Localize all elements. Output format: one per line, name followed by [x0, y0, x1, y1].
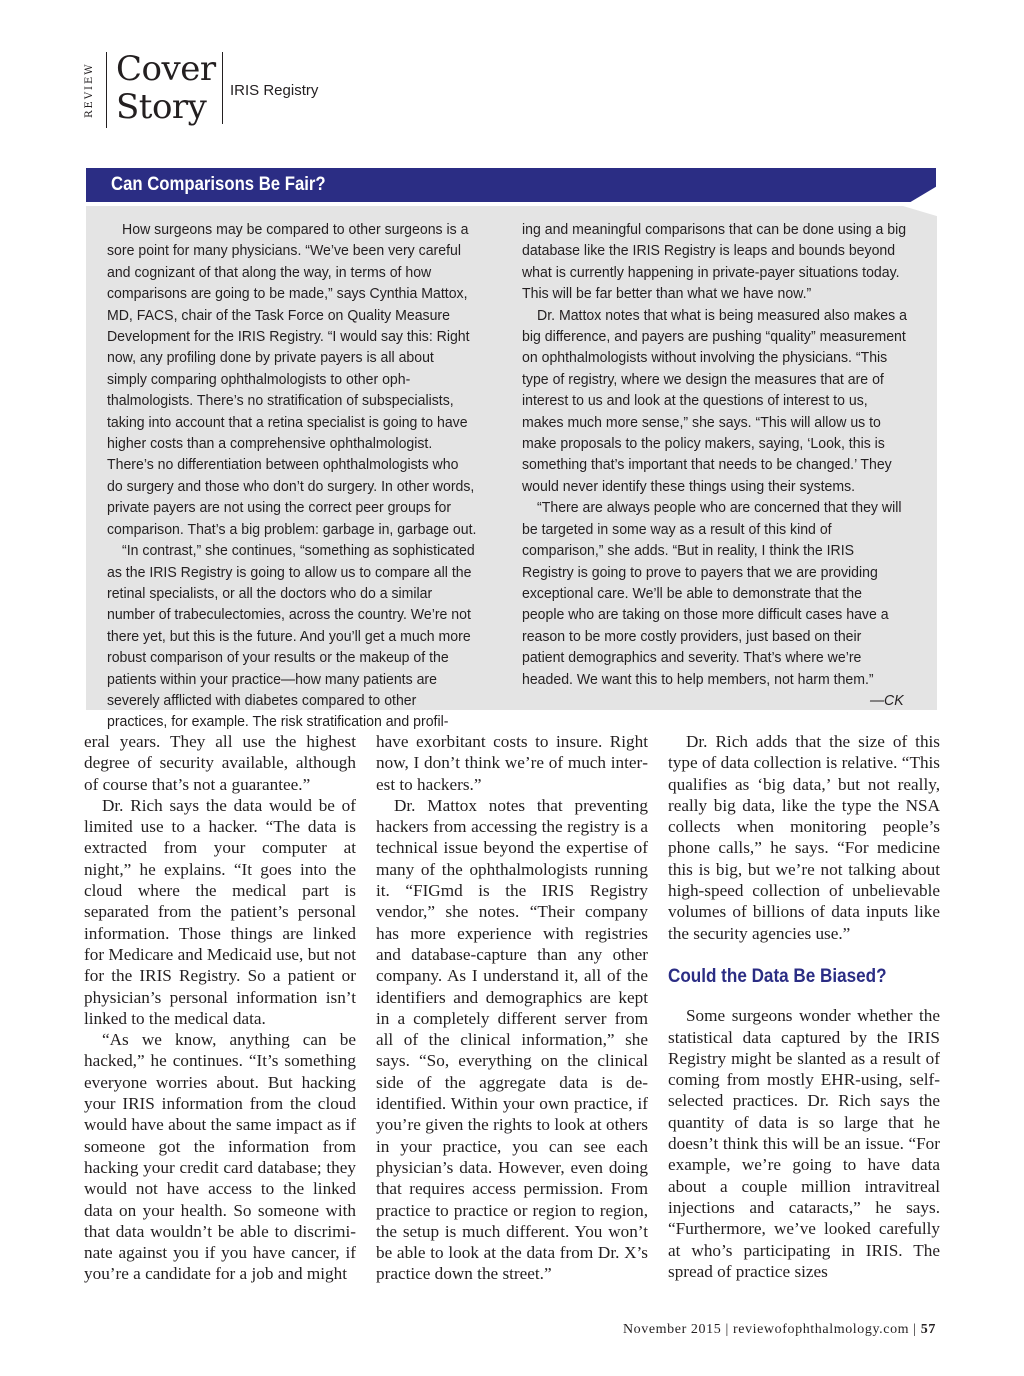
sidebar-paragraph: Dr. Mattox notes that what is being measured also makes a big difference, and payers are pushing “quality” measurement on ophthalmologists without involving the physicians. “This type of registry, where we design the measures that are of interest to us and look at the questions of interest to us, makes much more sense,” she says. “This will allow us to make proposals to the policy makers, saying, ‘Look, this is something that’s important that needs to be changed.’ They would never identify these things using their systems. — [522, 306, 907, 495]
review-label: REVIEW — [84, 62, 95, 118]
body-paragraph: Dr. Rich says the data would be of limited use to a hacker. “The data is extracted from your computer at night,” he explains. “It goes into the cloud where the medical part is separated from the patient’s personal information. Those things are linked for Medicare and Medicaid use, but not for the IRIS Registry. So a patient or physician’s personal information isn’t linked to the medical data. — [84, 795, 356, 1028]
body-paragraph: Dr. Mattox notes that preventing hackers from accessing the registry is a technical issue beyond the expertise of many of the ophthalmologists running it. “FIGmd is the IRIS Registry vendor,” she notes. “Their company has more experience with registries and database-capture than any other company. As I understand it, all of the identifiers and demographics are kept in a completely different server from all of the clinical information,” she says. “So, everything on the clinical side of the aggregate data is de-identified. Within your own practice, if you’re given the rights to look at others in your practice, you can see each physician’s data. However, even doing that requires access permission. From practice to practice or region to region, the setup is much different. You won’t be able to look at the data from Dr. X’s practice down the street.” — [376, 795, 648, 1284]
body-paragraph: “As we know, anything can be hacked,” he continues. “It’s something everyone worries about. But hacking your IRIS information from the cloud would have about the same impact as if someone got the information from hacking your credit card database; they would not have access to the linked data on your health. So someone with that data wouldn’t be able to discriminate against you if you have cancer, if you’re a candidate for a job and might — [84, 1030, 356, 1284]
sidebar-paragraph: “In contrast,” she continues, “something as sophisticated as the IRIS Registry is going to allow us to compare all the retinal specialists, or all the doctors who do a similar number of trabeculectomies, across the country. We’re not there yet, but this is the future. And you’ll get a much more robust comparison of your results or the makeup of the patients within your practice—how many patients are severely afflicted with diabetes compared to other practices, for example. The risk stratification and profil- — [107, 542, 475, 731]
masthead-divider-left — [106, 52, 107, 128]
sidebar-column-1 — [107, 219, 477, 733]
body-paragraph: have exorbitant costs to insure. Right now, I don’t think we’re of much interest to hackers.” — [376, 732, 648, 794]
sidebar-paragraph: ing and meaningful comparisons that can be done using a big database like the IRIS Registry is leaps and bounds beyond what is currently happening in private-payer situations today. This will be far better than what we have now.” — [522, 221, 907, 303]
footer-separator: | — [725, 1322, 733, 1337]
sidebar-column-2 — [522, 219, 907, 711]
body-column-1 — [84, 731, 356, 1285]
cover-story-title — [116, 50, 216, 126]
footer-separator: | — [913, 1322, 921, 1337]
footer-date: November 2015 — [622, 1322, 722, 1337]
page-footer — [623, 1322, 936, 1338]
body-paragraph: Some surgeons wonder whether the statistical data captured by the IRIS Registry might be slanted as a result of coming from mostly EHR-using, self-selected practices. Dr. Rich says the quantity of data is so large that he doesn’t think this will be an issue. “For example, we’re going to have data about a couple million intravitreal injections and cataracts,” he says. “Furthermore, we’ve looked carefully at who’s participating in IRIS. The spread of practice sizes — [668, 1006, 940, 1281]
cover-line-2: Story — [116, 87, 207, 127]
body-paragraph: Dr. Rich adds that the size of this type of data collection is relative. “This qualifies as ‘big data,’ but not really, really big data, like the type the NSA collects when monitoring people’s phone calls,” he says. “For medicine this is big, but we’re not talking about high-speed collection of unbelievable volumes of billions of data inputs like the security agencies use.” — [668, 732, 940, 943]
sidebar-paragraph: “There are always people who are concerned that they will be targeted in some way as a result of this kind of comparison,” she adds. “But in reality, I think the IRIS Registry is going to prove to payers that we are providing exceptional care. We’ll be able to demonstrate that the people who are taking on those more difficult cases have a reason to be more costly providers, just based on their patient demographics and severity. That’s where we’re headed. We want this to help members, not harm them.” — [522, 499, 902, 688]
footer-site: reviewofophthalmology.com — [732, 1322, 910, 1337]
body-paragraph: eral years. They all use the highest degree of security available, although of course that’s not a guarantee.” — [84, 732, 356, 794]
body-column-3 — [668, 731, 940, 1282]
masthead-divider-right — [222, 52, 223, 124]
page-number: 57 — [920, 1322, 936, 1337]
section-name: IRIS Registry — [230, 82, 319, 99]
sidebar-paragraph: How surgeons may be compared to other surgeons is a sore point for many physicians. “We’ve been very careful and cognizant of that along the way, in terms of how comparisons are going to be made,” says Cynthia Mattox, MD, FACS, chair of the Task Force on Quality Measure Development for the IRIS Registry. “I would say this: Right now, any profiling done by private payers is all about simply comparing ophthalmologists to other ophthalmologists. There’s no stratification of subspecialists, taking into account that a retina specialist is going to have higher costs than a comprehensive ophthalmologist. There’s no differentiation between ophthalmologists who do surgery and those who don’t do surgery. In other words, private payers are not using the correct peer groups for comparison. That’s a big problem: garbage in, garbage out. — [107, 221, 477, 538]
section-subhead: Could the Data Be Biased? — [668, 965, 887, 987]
sidebar-title: Can Comparisons Be Fair? — [111, 174, 326, 195]
sidebar-signature: —CK — [869, 691, 904, 709]
body-column-2 — [376, 731, 648, 1285]
cover-line-1: Cover — [116, 49, 216, 89]
